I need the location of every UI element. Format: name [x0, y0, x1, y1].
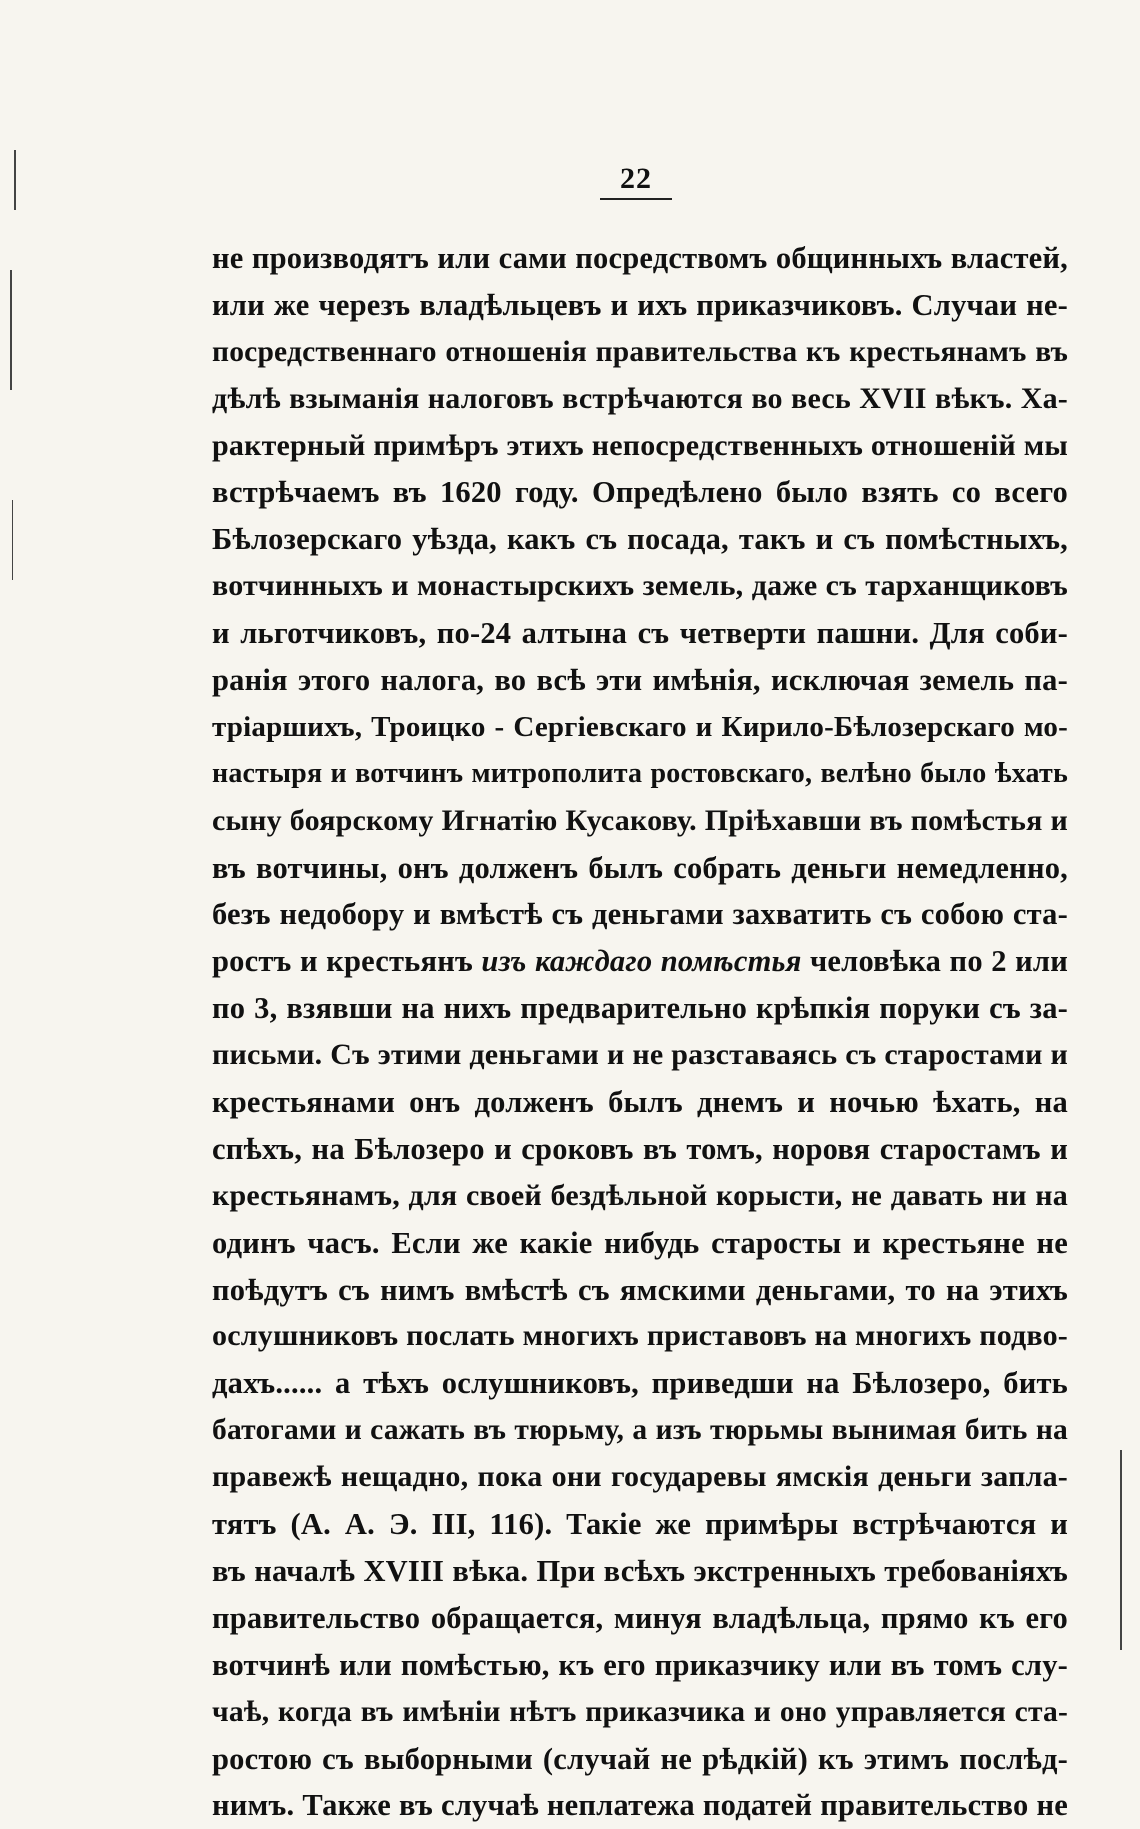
text-line: сыну боярскому Игнатію Кусакову. Пріѣхавши въ помѣстья и	[212, 803, 1068, 837]
binding-margin-line	[1120, 1450, 1122, 1650]
text-line: встрѣчаемъ въ 1620 году. Опредѣлено было взять со всего	[212, 475, 1068, 510]
text-line: батогами и сажать въ тюрьму, а изъ тюрьмы вынимая бить на	[212, 1414, 1068, 1447]
text-line: тріаршихъ, Троицко - Сергіевскаго и Кирило-Бѣлозерскаго мо-	[212, 710, 1068, 743]
text-line: чаѣ, когда въ имѣніи нѣтъ приказчика и оно управляется ста-	[212, 1695, 1068, 1728]
text-line: по 3, взявши на нихъ предварительно крѣпкія поруки съ за-	[212, 991, 1068, 1026]
text-line: нимъ. Также въ случаѣ неплатежа податей правительство не	[212, 1788, 1068, 1823]
text-line: ранія этого налога, во всѣ эти имѣнія, исключая земель па-	[212, 663, 1068, 698]
text-line: въ вотчины, онъ долженъ былъ собрать деньги немедленно,	[212, 850, 1068, 885]
text-line: одинъ часъ. Если же какіе нибудь старосты и крестьяне не	[212, 1225, 1068, 1260]
binding-margin-line	[10, 270, 12, 390]
text-line: ослушниковъ послать многихъ приставовъ на многихъ подво-	[212, 1319, 1068, 1353]
page-number: 22	[600, 160, 672, 200]
text-line: поѣдутъ съ нимъ вмѣстѣ съ ямскими деньгами, то на этихъ	[212, 1272, 1068, 1307]
italic-phrase: изъ каждаго помѣстья	[481, 944, 802, 979]
text-line: крестьянамъ, для своей бездѣльной корысти, не давать ни на	[212, 1178, 1068, 1212]
text-line-start: ростъ и крестьянъ	[212, 944, 482, 979]
text-line: и льготчиковъ, по-24 алтына съ четверти пашни. Для соби-	[212, 616, 1068, 651]
text-line: вотчинныхъ и монастырскихъ земель, даже съ тарханщиковъ	[212, 569, 1068, 603]
text-line: письми. Съ этими деньгами и не разставаясь съ старостами и	[212, 1038, 1068, 1072]
text-line: ростою съ выборными (случай не рѣдкій) къ этимъ послѣд-	[212, 1741, 1068, 1776]
text-line-end: человѣка по 2 или	[801, 944, 1069, 979]
text-line: рактерный примѣръ этихъ непосредственныхъ отношеній мы	[212, 428, 1068, 462]
body-text	[212, 235, 1068, 1829]
text-line: въ началѣ XVIII вѣка. При всѣхъ экстренныхъ требованіяхъ	[212, 1553, 1068, 1588]
text-line: вотчинѣ или помѣстью, къ его приказчику или въ томъ слу-	[212, 1647, 1068, 1682]
text-line: безъ недобору и вмѣстѣ съ деньгами захватить съ собою ста-	[212, 897, 1068, 932]
text-line: не производятъ или сами посредствомъ общинныхъ властей,	[212, 241, 1068, 275]
text-line: тятъ (А. А. Э. III, 116). Такіе же примѣры встрѣчаются и	[212, 1507, 1068, 1542]
text-line: правежѣ нещадно, пока они государевы ямскія деньги запла-	[212, 1460, 1068, 1494]
text-line: правительство обращается, минуя владѣльца, прямо къ его	[212, 1600, 1068, 1635]
binding-margin-line	[12, 500, 13, 580]
text-line: дѣлѣ взыманія налоговъ встрѣчаются во весь XVII вѣкъ. Ха-	[212, 381, 1068, 415]
text-line: настыря и вотчинъ митрополита ростовскаго, велѣно было ѣхать	[212, 757, 1068, 789]
text-line: крестьянами онъ долженъ былъ днемъ и ночью ѣхать, на	[212, 1085, 1068, 1120]
text-line: посредственнаго отношенія правительства къ крестьянамъ въ	[212, 335, 1068, 368]
text-line: спѣхъ, на Бѣлозеро и сроковъ въ томъ, норовя старостамъ и	[212, 1131, 1068, 1166]
text-line: дахъ...... а тѣхъ ослушниковъ, приведши на Бѣлозеро, бить	[212, 1366, 1068, 1401]
binding-margin-line	[14, 150, 16, 210]
text-line: или же черезъ владѣльцевъ и ихъ приказчиковъ. Случаи не-	[212, 287, 1068, 322]
text-line	[212, 938, 1068, 985]
text-line: Бѣлозерскаго уѣзда, какъ съ посада, такъ и съ помѣстныхъ,	[212, 522, 1068, 557]
